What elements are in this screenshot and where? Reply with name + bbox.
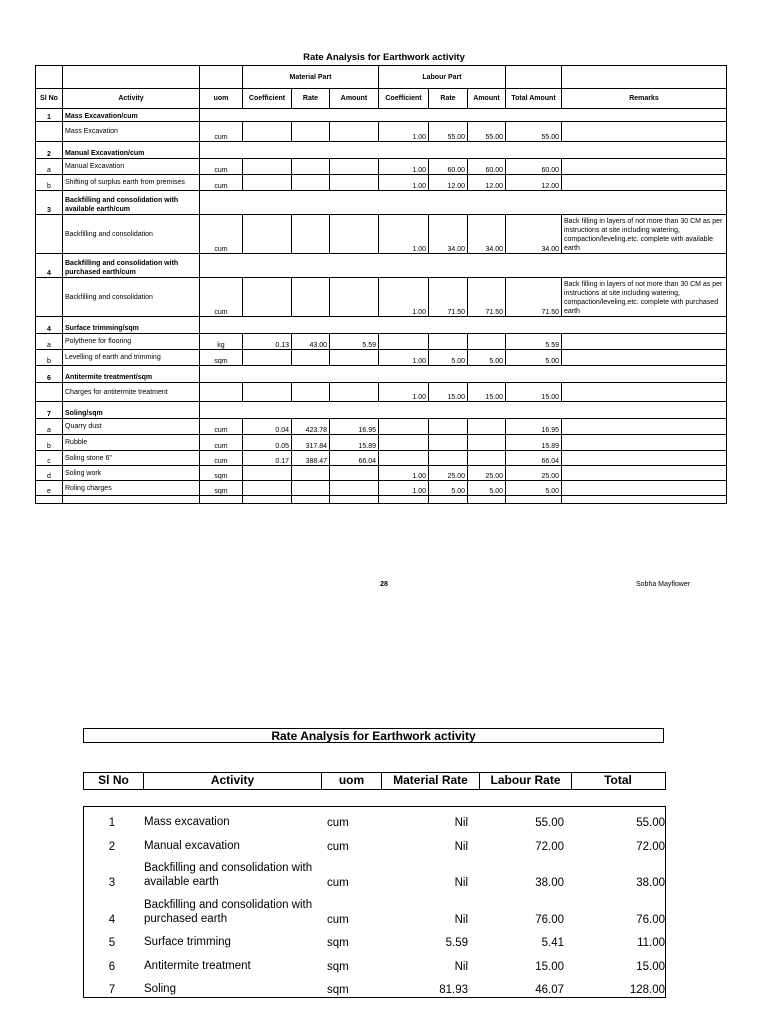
sl-no-cell: b [36,435,63,451]
summary-sl-no: 1 [108,817,116,829]
summary-labour-rate: 5.41 [541,937,564,949]
uom-cell: cum [200,122,243,142]
total-amount-cell: 15.89 [506,435,562,451]
material-coefficient-cell [243,350,292,366]
section-title-cell: Backfilling and consolidation with purchased earth/cum [63,254,200,278]
material-rate-cell [292,122,330,142]
col-header: Rate [429,89,468,109]
uom-cell: cum [200,215,243,254]
summary-total: 15.00 [636,961,665,973]
material-amount-cell: 16.95 [330,419,379,435]
material-rate-cell: 317.84 [292,435,330,451]
table-row [36,466,727,481]
labour-rate-cell: 15.00 [429,383,468,402]
col-header: Amount [468,89,506,109]
material-coefficient-cell [243,383,292,402]
page-number: 28 [380,581,388,588]
empty-cell [63,496,200,504]
table-row [36,383,727,402]
sl-no-cell: c [36,451,63,466]
summary-activity: Backfilling and consolidation with purchased earth [144,899,313,925]
material-part-header: Material Part [243,66,379,89]
labour-coefficient-cell [379,435,429,451]
section-title-cell: Backfilling and consolidation with available earth/cum [63,191,200,215]
sl-no-cell: d [36,466,63,481]
labour-coefficient-cell: 1.00 [379,159,429,175]
empty-cell [200,366,727,383]
table-row [36,175,727,191]
remarks-cell: Back filling in layers of not more than 30 CM as per instructions at site including watering, compaction/leveling.etc. complete with purchased earth [562,278,727,317]
material-amount-cell: 5.59 [330,334,379,350]
labour-coefficient-cell: 1.00 [379,383,429,402]
col-header: Remarks [562,89,727,109]
summary-activity: Mass excavation [144,816,230,828]
remarks-cell [562,122,727,142]
uom-cell: cum [200,175,243,191]
summary-row [84,855,667,889]
material-amount-cell [330,175,379,191]
labour-amount-cell: 5.00 [468,350,506,366]
section-row [36,366,727,383]
summary-activity: Backfilling and consolidation with available earth [144,862,313,888]
activity-cell: Shifting of surplus earth from premises [63,175,200,191]
uom-cell [200,383,243,402]
material-coefficient-cell: 0.05 [243,435,292,451]
empty-cell [292,496,330,504]
remarks-cell [562,175,727,191]
section-row [36,402,727,419]
summary-uom: sqm [327,961,349,973]
col-header: Activity [63,89,200,109]
empty-cell [36,496,63,504]
empty-cell [330,496,379,504]
remarks-cell [562,334,727,350]
col-header: uom [200,89,243,109]
section-row [36,254,727,278]
labour-amount-cell: 71.50 [468,278,506,317]
empty-cell [200,317,727,334]
labour-rate-cell: 5.00 [429,481,468,496]
labour-rate-cell: 25.00 [429,466,468,481]
summary-col-header: Total [604,773,632,787]
table-row [36,419,727,435]
material-amount-cell [330,466,379,481]
activity-cell: Polythene for flooring [63,334,200,350]
sl-no-cell: 2 [36,142,63,159]
sl-no-cell [36,122,63,142]
summary-material-rate: Nil [454,841,468,853]
col-header: Rate [292,89,330,109]
material-coefficient-cell [243,122,292,142]
column-header-row [36,89,727,109]
empty-cell [200,109,727,122]
summary-sl-no: 5 [108,937,116,949]
labour-amount-cell [468,435,506,451]
activity-cell: Mass Excavation [63,122,200,142]
material-coefficient-cell: 0.04 [243,419,292,435]
summary-total: 11.00 [637,937,665,949]
empty-cell [200,496,243,504]
empty-cell [200,142,727,159]
sl-no-cell: b [36,350,63,366]
total-amount-cell: 5.59 [506,334,562,350]
labour-rate-cell: 12.00 [429,175,468,191]
uom-cell: cum [200,435,243,451]
labour-coefficient-cell: 1.00 [379,122,429,142]
section-title-cell: Antitermite treatment/sqm [63,366,200,383]
section-row [36,109,727,122]
summary-table-body [83,806,666,998]
total-amount-cell: 15.00 [506,383,562,402]
labour-rate-cell [429,451,468,466]
labour-amount-cell: 60.00 [468,159,506,175]
remarks-cell [562,451,727,466]
summary-title: Rate Analysis for Earthwork activity [83,728,664,743]
summary-col-header: Sl No [84,773,144,789]
sl-no-cell: e [36,481,63,496]
summary-sl-no: 2 [108,841,116,853]
sl-no-cell: b [36,175,63,191]
material-coefficient-cell [243,278,292,317]
summary-total: 38.00 [636,877,665,889]
remarks-cell [562,435,727,451]
summary-uom: sqm [327,937,349,949]
labour-coefficient-cell: 1.00 [379,175,429,191]
empty-cell [243,496,292,504]
uom-cell: sqm [200,466,243,481]
summary-activity: Soling [144,983,176,995]
labour-rate-cell: 71.50 [429,278,468,317]
summary-header-row [83,772,666,790]
col-header: Total Amount [506,89,562,109]
labour-coefficient-cell [379,419,429,435]
section-title-cell: Manual Excavation/cum [63,142,200,159]
table-row [36,451,727,466]
summary-activity: Manual excavation [144,840,240,852]
summary-row [84,835,667,853]
sl-no-cell: a [36,159,63,175]
uom-cell: cum [200,278,243,317]
labour-coefficient-cell [379,334,429,350]
material-coefficient-cell: 0.13 [243,334,292,350]
summary-row [84,978,667,996]
material-rate-cell: 388.47 [292,451,330,466]
summary-material-rate: Nil [454,817,468,829]
summary-labour-rate: 46.07 [535,984,564,996]
detailed-rate-table [35,65,727,504]
uom-cell: sqm [200,350,243,366]
material-amount-cell [330,159,379,175]
summary-row [84,811,667,829]
summary-col-header: Material Rate [382,773,480,789]
labour-amount-cell [468,451,506,466]
summary-uom: cum [327,817,349,829]
remarks-cell [562,350,727,366]
activity-cell: Levelling of earth and trimming [63,350,200,366]
material-amount-cell [330,383,379,402]
uom-cell: cum [200,419,243,435]
col-header: Coefficient [379,89,429,109]
document-author: Sobha Mayflower [636,581,691,588]
total-amount-cell: 25.00 [506,466,562,481]
labour-part-header: Labour Part [379,66,506,89]
sl-no-cell: 6 [36,366,63,383]
uom-cell: kg [200,334,243,350]
sl-no-cell: 7 [36,402,63,419]
summary-col-header: Activity [144,773,322,789]
material-rate-cell: 423.78 [292,419,330,435]
labour-amount-cell [468,419,506,435]
total-amount-cell: 55.00 [506,122,562,142]
total-amount-cell: 34.00 [506,215,562,254]
activity-cell: Charges for antitermite treatment [63,383,200,402]
labour-amount-cell: 12.00 [468,175,506,191]
section-row [36,142,727,159]
remarks-cell: Back filling in layers of not more than 30 CM as per instructions at site including watering, compaction/leveling.etc. complete with available earth [562,215,727,254]
labour-amount-cell: 55.00 [468,122,506,142]
summary-uom: cum [327,841,349,853]
summary-sl-no: 4 [108,914,116,926]
labour-amount-cell: 5.00 [468,481,506,496]
summary-sl-no: 6 [108,961,116,973]
material-rate-cell [292,383,330,402]
material-amount-cell [330,215,379,254]
labour-amount-cell: 34.00 [468,215,506,254]
group-header-row [36,66,727,89]
activity-cell: Roling charges [63,481,200,496]
empty-cell [200,254,727,278]
table-row [36,481,727,496]
uom-cell: cum [200,159,243,175]
material-rate-cell [292,278,330,317]
summary-uom: cum [327,914,349,926]
remarks-cell [562,481,727,496]
table-row [36,215,727,254]
empty-cell [562,496,727,504]
remarks-cell [562,383,727,402]
labour-coefficient-cell: 1.00 [379,215,429,254]
summary-material-rate: 5.59 [445,937,468,949]
summary-labour-rate: 38.00 [535,877,564,889]
labour-amount-cell [468,334,506,350]
summary-total: 76.00 [636,914,665,926]
total-amount-cell: 16.95 [506,419,562,435]
activity-cell: Soling stone 6" [63,451,200,466]
remarks-cell [562,159,727,175]
material-amount-cell [330,350,379,366]
sl-no-cell: 3 [36,191,63,215]
empty-cell [468,496,506,504]
sl-no-cell: a [36,334,63,350]
table-row [36,435,727,451]
total-amount-cell: 60.00 [506,159,562,175]
material-rate-cell [292,159,330,175]
material-coefficient-cell [243,159,292,175]
material-rate-cell [292,175,330,191]
labour-rate-cell: 5.00 [429,350,468,366]
summary-material-rate: Nil [454,914,468,926]
material-amount-cell [330,122,379,142]
summary-material-rate: Nil [454,961,468,973]
summary-row [84,931,667,949]
labour-coefficient-cell: 1.00 [379,278,429,317]
summary-uom: cum [327,877,349,889]
table-row [36,122,727,142]
activity-cell: Soling work [63,466,200,481]
material-amount-cell [330,481,379,496]
uom-cell: sqm [200,481,243,496]
summary-sl-no: 3 [108,877,116,889]
summary-labour-rate: 55.00 [535,817,564,829]
total-amount-cell: 66.04 [506,451,562,466]
material-coefficient-cell [243,215,292,254]
activity-cell: Backfilling and consolidation [63,215,200,254]
table-row [36,496,727,504]
section-title-cell: Soling/sqm [63,402,200,419]
total-amount-cell: 5.00 [506,350,562,366]
table-row [36,334,727,350]
sl-no-cell: 4 [36,317,63,334]
section-title-cell: Mass Excavation/cum [63,109,200,122]
sl-no-cell [36,215,63,254]
material-rate-cell [292,350,330,366]
labour-coefficient-cell: 1.00 [379,350,429,366]
summary-col-header: Labour Rate [480,773,572,789]
summary-row [84,894,667,926]
summary-labour-rate: 15.00 [535,961,564,973]
summary-total: 72.00 [636,841,665,853]
material-coefficient-cell [243,481,292,496]
labour-rate-cell: 55.00 [429,122,468,142]
summary-sl-no: 7 [108,984,116,996]
activity-cell: Quarry dust [63,419,200,435]
labour-coefficient-cell: 1.00 [379,466,429,481]
material-coefficient-cell [243,466,292,481]
remarks-cell [562,466,727,481]
activity-cell: Manual Excavation [63,159,200,175]
activity-cell: Rubble [63,435,200,451]
labour-rate-cell [429,334,468,350]
col-header: Coefficient [243,89,292,109]
empty-cell [506,496,562,504]
material-rate-cell: 43.00 [292,334,330,350]
labour-rate-cell: 34.00 [429,215,468,254]
summary-total: 128.00 [629,984,665,996]
summary-col-header: uom [322,773,382,789]
sl-no-cell: a [36,419,63,435]
summary-material-rate: 81.93 [439,984,468,996]
labour-amount-cell: 15.00 [468,383,506,402]
summary-material-rate: Nil [454,877,468,889]
material-amount-cell: 15.89 [330,435,379,451]
empty-cell [379,496,429,504]
summary-activity: Antitermite treatment [144,960,251,972]
sl-no-cell: 1 [36,109,63,122]
labour-coefficient-cell [379,451,429,466]
material-rate-cell [292,215,330,254]
remarks-cell [562,419,727,435]
summary-labour-rate: 72.00 [535,841,564,853]
section-row [36,191,727,215]
table-row [36,350,727,366]
total-amount-cell: 12.00 [506,175,562,191]
total-amount-cell: 71.50 [506,278,562,317]
table-row [36,159,727,175]
total-amount-cell: 5.00 [506,481,562,496]
empty-cell [200,191,727,215]
summary-total: 55.00 [636,817,665,829]
empty-cell [200,402,727,419]
empty-cell [429,496,468,504]
col-header: Sl No [36,89,63,109]
labour-rate-cell [429,435,468,451]
summary-row [84,955,667,973]
material-amount-cell [330,278,379,317]
sl-no-cell: 4 [36,254,63,278]
material-rate-cell [292,466,330,481]
page-title: Rate Analysis for Earthwork activity [303,52,465,63]
material-coefficient-cell [243,175,292,191]
labour-rate-cell [429,419,468,435]
uom-cell: cum [200,451,243,466]
labour-amount-cell: 25.00 [468,466,506,481]
section-row [36,317,727,334]
activity-cell: Backfilling and consolidation [63,278,200,317]
material-coefficient-cell: 0.17 [243,451,292,466]
material-amount-cell: 66.04 [330,451,379,466]
summary-uom: sqm [327,984,349,996]
summary-labour-rate: 76.00 [535,914,564,926]
labour-rate-cell: 60.00 [429,159,468,175]
sl-no-cell [36,278,63,317]
table-row [36,278,727,317]
sl-no-cell [36,383,63,402]
summary-activity: Surface trimming [144,936,231,948]
col-header: Amount [330,89,379,109]
section-title-cell: Surface trimming/sqm [63,317,200,334]
labour-coefficient-cell: 1.00 [379,481,429,496]
material-rate-cell [292,481,330,496]
